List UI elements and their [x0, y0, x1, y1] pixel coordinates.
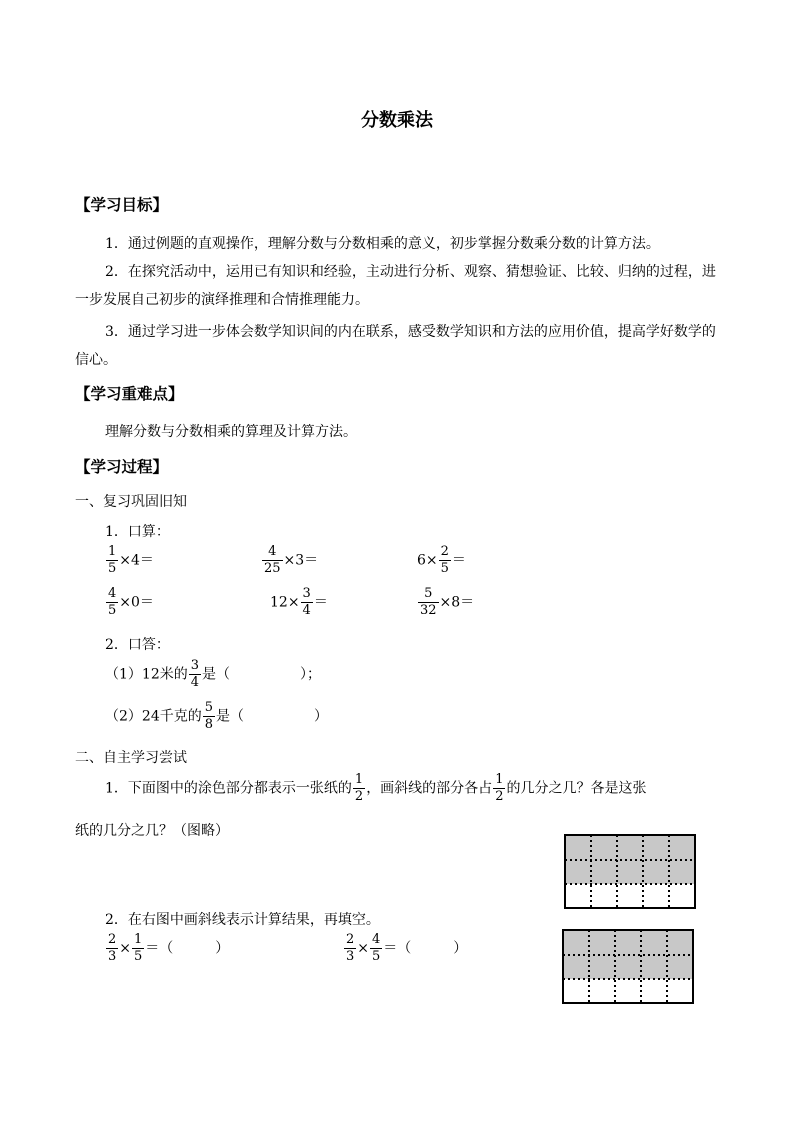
fraction: $\frac{3}{4}$ — [190, 658, 200, 690]
oral-calc-3: 6× $\frac{2}{5}$ ＝ — [417, 544, 466, 576]
oral-calc-1: $\frac{1}{5}$ ×4＝ — [108, 544, 154, 576]
oral-calc-5: 12× $\frac{3}{4}$ ＝ — [270, 586, 328, 618]
q2-label: 2．口答： — [105, 637, 170, 653]
fraction: $\frac{2}{3}$ — [108, 932, 117, 964]
key-points-text: 理解分数与分数相乘的算理及计算方法。 — [105, 424, 357, 440]
oral-calc-6: $\frac{5}{32}$ ×8＝ — [420, 586, 475, 618]
fraction: $\frac{2}{3}$ — [346, 932, 355, 964]
fraction: $\frac{4}{25}$ — [264, 544, 281, 576]
part1-title: 一、复习巩固旧知 — [75, 494, 187, 510]
part2-q1-line1: 1．下面图中的涂色部分都表示一张纸的 $\frac{1}{2}$ ，画斜线的部分各占 $\frac{1}{2}$ 的几分之几？各是这张 — [105, 772, 647, 804]
fraction: $\frac{1}{5}$ — [108, 544, 117, 576]
fraction: $\frac{4}{5}$ — [108, 586, 117, 618]
q1-label: 1．口算： — [105, 524, 170, 540]
goals-heading: 【学习目标】 — [75, 195, 169, 214]
part2-calc-2: $\frac{2}{3}$ × $\frac{4}{5}$ ＝（ ） — [346, 932, 468, 964]
fraction: $\frac{1}{2}$ — [495, 772, 504, 804]
fraction: $\frac{3}{4}$ — [302, 586, 311, 618]
fraction: $\frac{5}{8}$ — [204, 700, 214, 732]
goal-item-2: 2．在探究活动中，运用已有知识和经验，主动进行分析、观察、猜想验证、比较、归纳的过程，进一步发展自己初步的演绎推理和合情推理能力。 — [75, 264, 716, 308]
fraction: $\frac{1}{2}$ — [354, 772, 364, 804]
part2-q2-label: 2．在右图中画斜线表示计算结果，再填空。 — [105, 912, 380, 928]
fraction: $\frac{1}{5}$ — [134, 932, 143, 964]
fraction-grid-figure-1 — [563, 833, 697, 911]
part2-calc-1: $\frac{2}{3}$ × $\frac{1}{5}$ ＝（ ） — [108, 932, 230, 964]
page-title: 分数乘法 — [361, 110, 433, 131]
process-heading: 【学习过程】 — [75, 457, 169, 476]
goal-item-3: 3．通过学习进一步体会数学知识间的内在联系，感受数学知识和方法的应用价值，提高学好数学的信心。 — [75, 324, 716, 368]
fraction-grid-figure-2 — [561, 928, 695, 1006]
part2-title: 二、自主学习尝试 — [75, 750, 187, 766]
oral-answer-1: （1）12米的 $\frac{3}{4}$ 是（ ）； — [105, 658, 322, 690]
fraction: $\frac{2}{5}$ — [440, 544, 449, 576]
oral-answer-2: （2）24千克的 $\frac{5}{8}$ 是（ ） — [105, 700, 329, 732]
fraction: $\frac{4}{5}$ — [372, 932, 381, 964]
oral-calc-2: $\frac{4}{25}$ ×3＝ — [264, 544, 319, 576]
oral-calc-4: $\frac{4}{5}$ ×0＝ — [108, 586, 154, 618]
goal-item-1: 1．通过例题的直观操作，理解分数与分数相乘的意义，初步掌握分数乘分数的计算方法。 — [105, 236, 660, 252]
key-points-heading: 【学习重难点】 — [75, 384, 184, 403]
fraction: $\frac{5}{32}$ — [420, 586, 437, 618]
part2-q1-line2: 纸的几分之几？（图略） — [75, 823, 229, 839]
